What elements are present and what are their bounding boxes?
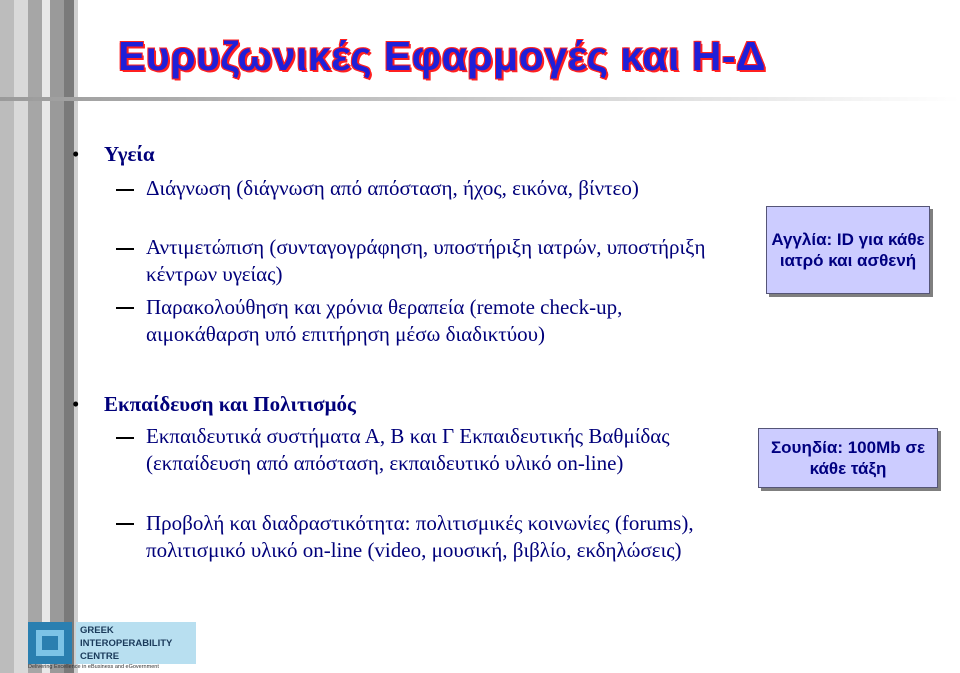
callout-box-sweden: [758, 428, 938, 488]
list-item: Αντιμετώπιση (συνταγογράφηση, υποστήριξη ιατρών, υποστήριξη κέντρων υγείας): [146, 235, 706, 286]
list-item: Παρακολούθηση και χρόνια θεραπεία (remote check-up, αιμοκάθαρση υπό επιτήρηση μέσω διαδικτύου): [146, 295, 623, 346]
dash-icon: [116, 523, 134, 525]
section-heading-education: Εκπαίδευση και Πολιτισμός: [104, 392, 356, 416]
bullet-icon: •: [72, 142, 80, 166]
dash-icon: [116, 248, 134, 250]
logo-line: INTEROPERABILITY: [80, 638, 173, 649]
list-item: Διάγνωση (διάγνωση από απόσταση, ήχος, εικόνα, βίντεο): [146, 176, 639, 200]
title-divider: [0, 97, 960, 101]
logo-text: [76, 622, 196, 664]
callout-text: Αγγλία: ID για κάθε ιατρό και ασθενή: [771, 230, 925, 270]
logo-mark-icon: [28, 622, 72, 664]
logo-line: CENTRE: [80, 651, 120, 662]
list-item: Προβολή και διαδραστικότητα: πολιτισμικές κοινωνίες (forums), πολιτισμικό υλικό on-line (video, μουσική, βιβλίο, εκδηλώσεις): [146, 511, 694, 562]
bullet-icon: •: [72, 392, 80, 416]
list-item: Εκπαιδευτικά συστήματα Α, Β και Γ Εκπαιδευτικής Βαθμίδας (εκπαίδευση από απόσταση, εκπαιδευτικό υλικό on-line): [146, 424, 670, 475]
slide-title: Ευρυζωνικές Εφαρμογές και Η-Δ: [118, 33, 767, 79]
logo-tagline: Delivering Excellence in eBusiness and eGovernment: [28, 664, 159, 670]
callout-text: Σουηδία: 100Mb σε κάθε τάξη: [770, 438, 926, 478]
dash-icon: [116, 307, 134, 309]
logo-line: GREEK: [80, 625, 114, 636]
section-heading-health: Υγεία: [104, 142, 155, 166]
dash-icon: [116, 437, 134, 439]
gic-logo: [28, 620, 196, 670]
callout-box-england: [766, 206, 930, 294]
dash-icon: [116, 189, 134, 191]
